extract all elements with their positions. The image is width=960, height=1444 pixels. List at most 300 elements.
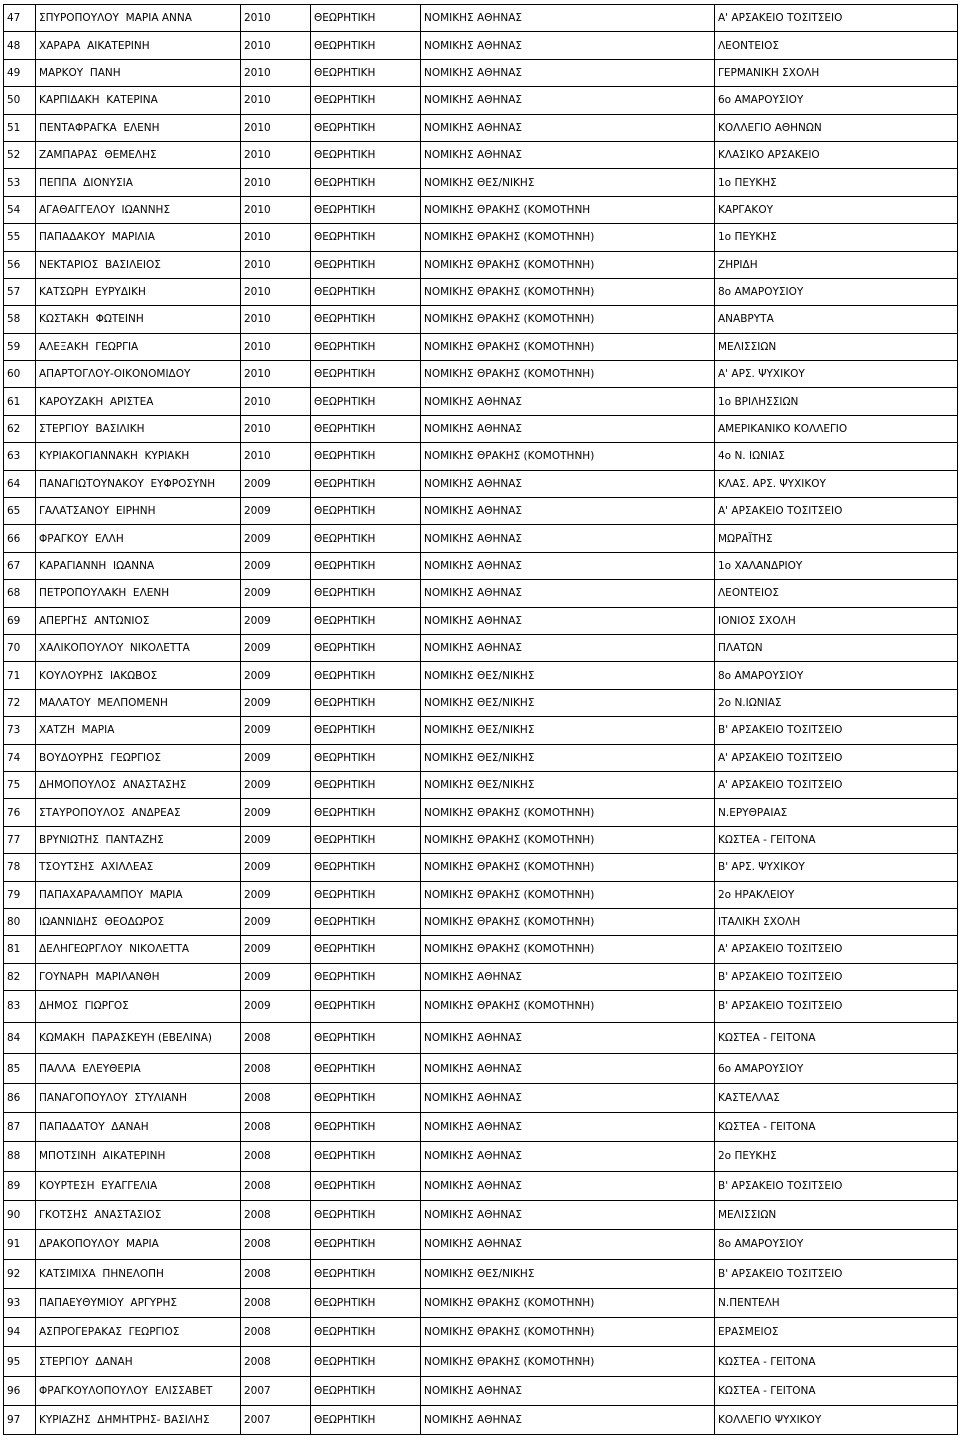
direction-cell: ΘΕΩΡΗΤΙΚΗ bbox=[311, 1406, 421, 1435]
student-name-cell: ΔΗΜΟΣ ΓΙΩΡΓΟΣ bbox=[36, 991, 241, 1023]
row-number-cell: 96 bbox=[4, 1376, 36, 1405]
direction-cell: ΘΕΩΡΗΤΙΚΗ bbox=[311, 936, 421, 963]
school-cell: 1ο ΠΕΥΚΗΣ bbox=[715, 224, 958, 251]
school-cell: 8ο ΑΜΑΡΟΥΣΙΟΥ bbox=[715, 662, 958, 689]
table-row bbox=[4, 1288, 958, 1317]
department-cell: ΝΟΜΙΚΗΣ ΘΡΑΚΗΣ (ΚΟΜΟΤΗΝΗ bbox=[421, 196, 715, 223]
direction-cell: ΘΕΩΡΗΤΙΚΗ bbox=[311, 854, 421, 881]
student-name-cell: ΦΡΑΓΚΟΥΛΟΠΟΥΛΟΥ ΕΛΙΣΣΑΒΕΤ bbox=[36, 1376, 241, 1405]
student-name-cell: ΑΠΕΡΓΗΣ ΑΝΤΩΝΙΟΣ bbox=[36, 607, 241, 634]
department-cell: ΝΟΜΙΚΗΣ ΑΘΗΝΑΣ bbox=[421, 634, 715, 661]
year-cell: 2008 bbox=[241, 1142, 311, 1171]
student-name-cell: ΚΟΥΛΟΥΡΗΣ ΙΑΚΩΒΟΣ bbox=[36, 662, 241, 689]
department-cell: ΝΟΜΙΚΗΣ ΘΡΑΚΗΣ (ΚΟΜΟΤΗΝΗ) bbox=[421, 854, 715, 881]
student-name-cell: ΚΥΡΙΑΖΗΣ ΔΗΜΗΤΡΗΣ- ΒΑΣΙΛΗΣ bbox=[36, 1406, 241, 1435]
year-cell: 2010 bbox=[241, 196, 311, 223]
student-name-cell: ΠΕΝΤΑΦΡΑΓΚΑ ΕΛΕΝΗ bbox=[36, 114, 241, 141]
direction-cell: ΘΕΩΡΗΤΙΚΗ bbox=[311, 1230, 421, 1259]
student-name-cell: ΚΩΣΤΑΚΗ ΦΩΤΕΙΝΗ bbox=[36, 306, 241, 333]
department-cell: ΝΟΜΙΚΗΣ ΘΡΑΚΗΣ (ΚΟΜΟΤΗΝΗ) bbox=[421, 333, 715, 360]
direction-cell: ΘΕΩΡΗΤΙΚΗ bbox=[311, 799, 421, 826]
table-row bbox=[4, 689, 958, 716]
year-cell: 2009 bbox=[241, 881, 311, 908]
student-name-cell: ΜΑΛΑΤΟΥ ΜΕΛΠΟΜΕΝΗ bbox=[36, 689, 241, 716]
school-cell: ΜΕΛΙΣΣΙΩΝ bbox=[715, 1200, 958, 1229]
table-row bbox=[4, 470, 958, 497]
direction-cell: ΘΕΩΡΗΤΙΚΗ bbox=[311, 415, 421, 442]
year-cell: 2008 bbox=[241, 1171, 311, 1200]
row-number-cell: 87 bbox=[4, 1113, 36, 1142]
student-name-cell: ΑΣΠΡΟΓΕΡΑΚΑΣ ΓΕΩΡΓΙΟΣ bbox=[36, 1318, 241, 1347]
row-number-cell: 69 bbox=[4, 607, 36, 634]
direction-cell: ΘΕΩΡΗΤΙΚΗ bbox=[311, 388, 421, 415]
table-row bbox=[4, 1022, 958, 1054]
department-cell: ΝΟΜΙΚΗΣ ΑΘΗΝΑΣ bbox=[421, 388, 715, 415]
table-row bbox=[4, 498, 958, 525]
student-name-cell: ΚΑΡΑΓΙΑΝΝΗ ΙΩΑΝΝΑ bbox=[36, 552, 241, 579]
direction-cell: ΘΕΩΡΗΤΙΚΗ bbox=[311, 333, 421, 360]
direction-cell: ΘΕΩΡΗΤΙΚΗ bbox=[311, 1022, 421, 1054]
year-cell: 2008 bbox=[241, 1054, 311, 1083]
department-cell: ΝΟΜΙΚΗΣ ΘΡΑΚΗΣ (ΚΟΜΟΤΗΝΗ) bbox=[421, 799, 715, 826]
year-cell: 2009 bbox=[241, 717, 311, 744]
year-cell: 2008 bbox=[241, 1113, 311, 1142]
student-name-cell: ΠΕΠΠΑ ΔΙΟΝΥΣΙΑ bbox=[36, 169, 241, 196]
year-cell: 2010 bbox=[241, 306, 311, 333]
direction-cell: ΘΕΩΡΗΤΙΚΗ bbox=[311, 1347, 421, 1376]
department-cell: ΝΟΜΙΚΗΣ ΑΘΗΝΑΣ bbox=[421, 1054, 715, 1083]
table-row bbox=[4, 881, 958, 908]
student-name-cell: ΓΚΟΤΣΗΣ ΑΝΑΣΤΑΣΙΟΣ bbox=[36, 1200, 241, 1229]
school-cell: Α' ΑΡΣΑΚΕΙΟ ΤΟΣΙΤΣΕΙΟ bbox=[715, 936, 958, 963]
school-cell: ΚΑΡΓΑΚΟΥ bbox=[715, 196, 958, 223]
school-cell: ΙΤΑΛΙΚΗ ΣΧΟΛΗ bbox=[715, 908, 958, 935]
table-row bbox=[4, 114, 958, 141]
year-cell: 2010 bbox=[241, 333, 311, 360]
direction-cell: ΘΕΩΡΗΤΙΚΗ bbox=[311, 908, 421, 935]
table-row bbox=[4, 936, 958, 963]
year-cell: 2010 bbox=[241, 415, 311, 442]
school-cell: Β' ΑΡΣΑΚΕΙΟ ΤΟΣΙΤΣΕΙΟ bbox=[715, 717, 958, 744]
row-number-cell: 63 bbox=[4, 443, 36, 470]
row-number-cell: 52 bbox=[4, 141, 36, 168]
year-cell: 2010 bbox=[241, 114, 311, 141]
school-cell: 2ο ΗΡΑΚΛΕΙΟΥ bbox=[715, 881, 958, 908]
table-row bbox=[4, 141, 958, 168]
school-cell: ΛΕΟΝΤΕΙΟΣ bbox=[715, 32, 958, 59]
table-row bbox=[4, 361, 958, 388]
direction-cell: ΘΕΩΡΗΤΙΚΗ bbox=[311, 1171, 421, 1200]
year-cell: 2010 bbox=[241, 169, 311, 196]
year-cell: 2010 bbox=[241, 251, 311, 278]
year-cell: 2009 bbox=[241, 689, 311, 716]
table-row bbox=[4, 1171, 958, 1200]
year-cell: 2009 bbox=[241, 525, 311, 552]
row-number-cell: 51 bbox=[4, 114, 36, 141]
table-row bbox=[4, 87, 958, 114]
department-cell: ΝΟΜΙΚΗΣ ΘΡΑΚΗΣ (ΚΟΜΟΤΗΝΗ) bbox=[421, 443, 715, 470]
school-cell: ΠΛΑΤΩΝ bbox=[715, 634, 958, 661]
school-cell: ΜΕΛΙΣΣΙΩΝ bbox=[715, 333, 958, 360]
table-row bbox=[4, 607, 958, 634]
student-name-cell: ΑΓΑΘΑΓΓΕΛΟΥ ΙΩΑΝΝΗΣ bbox=[36, 196, 241, 223]
department-cell: ΝΟΜΙΚΗΣ ΘΕΣ/ΝΙΚΗΣ bbox=[421, 744, 715, 771]
student-name-cell: ΚΑΡΟΥΖΑΚΗ ΑΡΙΣΤΕΑ bbox=[36, 388, 241, 415]
year-cell: 2009 bbox=[241, 799, 311, 826]
student-name-cell: ΠΑΠΑΔΑΤΟΥ ΔΑΝΑΗ bbox=[36, 1113, 241, 1142]
table-row bbox=[4, 415, 958, 442]
direction-cell: ΘΕΩΡΗΤΙΚΗ bbox=[311, 141, 421, 168]
table-row bbox=[4, 1259, 958, 1288]
student-name-cell: ΣΠΥΡΟΠΟΥΛΟΥ ΜΑΡΙΑ ΑΝΝΑ bbox=[36, 5, 241, 32]
direction-cell: ΘΕΩΡΗΤΙΚΗ bbox=[311, 525, 421, 552]
student-name-cell: ΧΑΛΙΚΟΠΟΥΛΟΥ ΝΙΚΟΛΕΤΤΑ bbox=[36, 634, 241, 661]
school-cell: 2ο Ν.ΙΩΝΙΑΣ bbox=[715, 689, 958, 716]
department-cell: ΝΟΜΙΚΗΣ ΑΘΗΝΑΣ bbox=[421, 1083, 715, 1112]
year-cell: 2010 bbox=[241, 87, 311, 114]
row-number-cell: 92 bbox=[4, 1259, 36, 1288]
year-cell: 2010 bbox=[241, 141, 311, 168]
direction-cell: ΘΕΩΡΗΤΙΚΗ bbox=[311, 251, 421, 278]
student-name-cell: ΦΡΑΓΚΟΥ ΕΛΛΗ bbox=[36, 525, 241, 552]
school-cell: Β' ΑΡΣΑΚΕΙΟ ΤΟΣΙΤΣΕΙΟ bbox=[715, 963, 958, 990]
row-number-cell: 82 bbox=[4, 963, 36, 990]
year-cell: 2008 bbox=[241, 1083, 311, 1112]
direction-cell: ΘΕΩΡΗΤΙΚΗ bbox=[311, 361, 421, 388]
year-cell: 2009 bbox=[241, 936, 311, 963]
table-row bbox=[4, 333, 958, 360]
direction-cell: ΘΕΩΡΗΤΙΚΗ bbox=[311, 470, 421, 497]
table-row bbox=[4, 388, 958, 415]
row-number-cell: 91 bbox=[4, 1230, 36, 1259]
school-cell: Β' ΑΡΣΑΚΕΙΟ ΤΟΣΙΤΣΕΙΟ bbox=[715, 991, 958, 1023]
school-cell: ΚΩΣΤΕΑ - ΓΕΙΤΟΝΑ bbox=[715, 1022, 958, 1054]
row-number-cell: 56 bbox=[4, 251, 36, 278]
department-cell: ΝΟΜΙΚΗΣ ΑΘΗΝΑΣ bbox=[421, 1200, 715, 1229]
row-number-cell: 85 bbox=[4, 1054, 36, 1083]
year-cell: 2008 bbox=[241, 1259, 311, 1288]
school-cell: ΚΩΣΤΕΑ - ΓΕΙΤΟΝΑ bbox=[715, 1347, 958, 1376]
table-row bbox=[4, 826, 958, 853]
school-cell: 1ο ΠΕΥΚΗΣ bbox=[715, 169, 958, 196]
table-row bbox=[4, 1318, 958, 1347]
student-name-cell: ΣΤΕΡΓΙΟΥ ΒΑΣΙΛΙΚΗ bbox=[36, 415, 241, 442]
direction-cell: ΘΕΩΡΗΤΙΚΗ bbox=[311, 114, 421, 141]
direction-cell: ΘΕΩΡΗΤΙΚΗ bbox=[311, 224, 421, 251]
student-name-cell: ΚΑΤΣΙΜΙΧΑ ΠΗΝΕΛΟΠΗ bbox=[36, 1259, 241, 1288]
student-name-cell: ΧΑΡΑΡΑ ΑΙΚΑΤΕΡΙΝΗ bbox=[36, 32, 241, 59]
student-name-cell: ΑΠΑΡΤΟΓΛΟΥ-ΟΙΚΟΝΟΜΙΔΟΥ bbox=[36, 361, 241, 388]
department-cell: ΝΟΜΙΚΗΣ ΘΕΣ/ΝΙΚΗΣ bbox=[421, 717, 715, 744]
year-cell: 2009 bbox=[241, 771, 311, 798]
department-cell: ΝΟΜΙΚΗΣ ΑΘΗΝΑΣ bbox=[421, 498, 715, 525]
department-cell: ΝΟΜΙΚΗΣ ΑΘΗΝΑΣ bbox=[421, 114, 715, 141]
results-table-body bbox=[4, 5, 958, 1435]
row-number-cell: 84 bbox=[4, 1022, 36, 1054]
row-number-cell: 86 bbox=[4, 1083, 36, 1112]
student-name-cell: ΑΛΕΞΑΚΗ ΓΕΩΡΓΙΑ bbox=[36, 333, 241, 360]
student-name-cell: ΤΣΟΥΤΣΗΣ ΑΧΙΛΛΕΑΣ bbox=[36, 854, 241, 881]
year-cell: 2009 bbox=[241, 991, 311, 1023]
table-row bbox=[4, 744, 958, 771]
table-row bbox=[4, 525, 958, 552]
row-number-cell: 89 bbox=[4, 1171, 36, 1200]
department-cell: ΝΟΜΙΚΗΣ ΑΘΗΝΑΣ bbox=[421, 415, 715, 442]
year-cell: 2009 bbox=[241, 634, 311, 661]
row-number-cell: 80 bbox=[4, 908, 36, 935]
department-cell: ΝΟΜΙΚΗΣ ΑΘΗΝΑΣ bbox=[421, 141, 715, 168]
student-name-cell: ΜΠΟΤΣΙΝΗ ΑΙΚΑΤΕΡΙΝΗ bbox=[36, 1142, 241, 1171]
direction-cell: ΘΕΩΡΗΤΙΚΗ bbox=[311, 1200, 421, 1229]
student-name-cell: ΠΑΠΑΧΑΡΑΛΑΜΠΟΥ ΜΑΡΙΑ bbox=[36, 881, 241, 908]
year-cell: 2010 bbox=[241, 278, 311, 305]
student-name-cell: ΧΑΤΖΗ ΜΑΡΙΑ bbox=[36, 717, 241, 744]
student-name-cell: ΚΟΥΡΤΕΣΗ ΕΥΑΓΓΕΛΙΑ bbox=[36, 1171, 241, 1200]
row-number-cell: 71 bbox=[4, 662, 36, 689]
department-cell: ΝΟΜΙΚΗΣ ΑΘΗΝΑΣ bbox=[421, 963, 715, 990]
row-number-cell: 97 bbox=[4, 1406, 36, 1435]
year-cell: 2009 bbox=[241, 908, 311, 935]
school-cell: ΚΑΣΤΕΛΛΑΣ bbox=[715, 1083, 958, 1112]
table-row bbox=[4, 552, 958, 579]
row-number-cell: 48 bbox=[4, 32, 36, 59]
year-cell: 2010 bbox=[241, 443, 311, 470]
row-number-cell: 74 bbox=[4, 744, 36, 771]
department-cell: ΝΟΜΙΚΗΣ ΑΘΗΝΑΣ bbox=[421, 87, 715, 114]
row-number-cell: 57 bbox=[4, 278, 36, 305]
table-row bbox=[4, 59, 958, 86]
row-number-cell: 88 bbox=[4, 1142, 36, 1171]
school-cell: 8ο ΑΜΑΡΟΥΣΙΟΥ bbox=[715, 1230, 958, 1259]
student-name-cell: ΒΟΥΔΟΥΡΗΣ ΓΕΩΡΓΙΟΣ bbox=[36, 744, 241, 771]
row-number-cell: 68 bbox=[4, 580, 36, 607]
direction-cell: ΘΕΩΡΗΤΙΚΗ bbox=[311, 169, 421, 196]
department-cell: ΝΟΜΙΚΗΣ ΑΘΗΝΑΣ bbox=[421, 5, 715, 32]
school-cell: ΛΕΟΝΤΕΙΟΣ bbox=[715, 580, 958, 607]
department-cell: ΝΟΜΙΚΗΣ ΑΘΗΝΑΣ bbox=[421, 32, 715, 59]
school-cell: ΜΩΡΑΪΤΗΣ bbox=[715, 525, 958, 552]
table-row bbox=[4, 771, 958, 798]
row-number-cell: 64 bbox=[4, 470, 36, 497]
direction-cell: ΘΕΩΡΗΤΙΚΗ bbox=[311, 607, 421, 634]
student-name-cell: ΠΑΝΑΓΟΠΟΥΛΟΥ ΣΤΥΛΙΑΝΗ bbox=[36, 1083, 241, 1112]
school-cell: Α' ΑΡΣΑΚΕΙΟ ΤΟΣΙΤΣΕΙΟ bbox=[715, 498, 958, 525]
table-row bbox=[4, 5, 958, 32]
table-row bbox=[4, 662, 958, 689]
document-page bbox=[3, 4, 957, 1435]
direction-cell: ΘΕΩΡΗΤΙΚΗ bbox=[311, 1288, 421, 1317]
direction-cell: ΘΕΩΡΗΤΙΚΗ bbox=[311, 552, 421, 579]
table-row bbox=[4, 306, 958, 333]
student-name-cell: ΠΑΝΑΓΙΩΤΟΥΝΑΚΟΥ ΕΥΦΡΟΣΥΝΗ bbox=[36, 470, 241, 497]
direction-cell: ΘΕΩΡΗΤΙΚΗ bbox=[311, 991, 421, 1023]
department-cell: ΝΟΜΙΚΗΣ ΘΡΑΚΗΣ (ΚΟΜΟΤΗΝΗ) bbox=[421, 936, 715, 963]
student-name-cell: ΚΩΜΑΚΗ ΠΑΡΑΣΚΕΥΗ (ΕΒΕΛΙΝΑ) bbox=[36, 1022, 241, 1054]
student-name-cell: ΓΟΥΝΑΡΗ ΜΑΡΙΛΑΝΘΗ bbox=[36, 963, 241, 990]
table-row bbox=[4, 443, 958, 470]
row-number-cell: 67 bbox=[4, 552, 36, 579]
table-row bbox=[4, 224, 958, 251]
department-cell: ΝΟΜΙΚΗΣ ΘΕΣ/ΝΙΚΗΣ bbox=[421, 662, 715, 689]
year-cell: 2010 bbox=[241, 361, 311, 388]
direction-cell: ΘΕΩΡΗΤΙΚΗ bbox=[311, 1054, 421, 1083]
school-cell: 2ο ΠΕΥΚΗΣ bbox=[715, 1142, 958, 1171]
direction-cell: ΘΕΩΡΗΤΙΚΗ bbox=[311, 1259, 421, 1288]
school-cell: ΓΕΡΜΑΝΙΚΗ ΣΧΟΛΗ bbox=[715, 59, 958, 86]
table-row bbox=[4, 991, 958, 1023]
school-cell: Β' ΑΡΣ. ΨΥΧΙΚΟΥ bbox=[715, 854, 958, 881]
department-cell: ΝΟΜΙΚΗΣ ΘΡΑΚΗΣ (ΚΟΜΟΤΗΝΗ) bbox=[421, 224, 715, 251]
department-cell: ΝΟΜΙΚΗΣ ΘΕΣ/ΝΙΚΗΣ bbox=[421, 771, 715, 798]
department-cell: ΝΟΜΙΚΗΣ ΘΡΑΚΗΣ (ΚΟΜΟΤΗΝΗ) bbox=[421, 908, 715, 935]
table-row bbox=[4, 32, 958, 59]
table-row bbox=[4, 251, 958, 278]
school-cell: Α' ΑΡΣΑΚΕΙΟ ΤΟΣΙΤΣΕΙΟ bbox=[715, 771, 958, 798]
department-cell: ΝΟΜΙΚΗΣ ΘΡΑΚΗΣ (ΚΟΜΟΤΗΝΗ) bbox=[421, 251, 715, 278]
department-cell: ΝΟΜΙΚΗΣ ΑΘΗΝΑΣ bbox=[421, 552, 715, 579]
student-name-cell: ΠΕΤΡΟΠΟΥΛΑΚΗ ΕΛΕΝΗ bbox=[36, 580, 241, 607]
row-number-cell: 75 bbox=[4, 771, 36, 798]
department-cell: ΝΟΜΙΚΗΣ ΘΡΑΚΗΣ (ΚΟΜΟΤΗΝΗ) bbox=[421, 991, 715, 1023]
direction-cell: ΘΕΩΡΗΤΙΚΗ bbox=[311, 1142, 421, 1171]
year-cell: 2009 bbox=[241, 470, 311, 497]
row-number-cell: 73 bbox=[4, 717, 36, 744]
school-cell: Α' ΑΡΣΑΚΕΙΟ ΤΟΣΙΤΣΕΙΟ bbox=[715, 744, 958, 771]
school-cell: 8ο ΑΜΑΡΟΥΣΙΟΥ bbox=[715, 278, 958, 305]
direction-cell: ΘΕΩΡΗΤΙΚΗ bbox=[311, 306, 421, 333]
row-number-cell: 95 bbox=[4, 1347, 36, 1376]
school-cell: ΚΟΛΛΕΓΙΟ ΑΘΗΝΩΝ bbox=[715, 114, 958, 141]
department-cell: ΝΟΜΙΚΗΣ ΑΘΗΝΑΣ bbox=[421, 1171, 715, 1200]
school-cell: Ν.ΕΡΥΘΡΑΙΑΣ bbox=[715, 799, 958, 826]
direction-cell: ΘΕΩΡΗΤΙΚΗ bbox=[311, 1083, 421, 1112]
row-number-cell: 54 bbox=[4, 196, 36, 223]
student-name-cell: ΓΑΛΑΤΣΑΝΟΥ ΕΙΡΗΝΗ bbox=[36, 498, 241, 525]
row-number-cell: 65 bbox=[4, 498, 36, 525]
department-cell: ΝΟΜΙΚΗΣ ΑΘΗΝΑΣ bbox=[421, 1406, 715, 1435]
school-cell: 6ο ΑΜΑΡΟΥΣΙΟΥ bbox=[715, 87, 958, 114]
department-cell: ΝΟΜΙΚΗΣ ΑΘΗΝΑΣ bbox=[421, 580, 715, 607]
school-cell: Ν.ΠΕΝΤΕΛΗ bbox=[715, 1288, 958, 1317]
row-number-cell: 94 bbox=[4, 1318, 36, 1347]
row-number-cell: 76 bbox=[4, 799, 36, 826]
row-number-cell: 49 bbox=[4, 59, 36, 86]
year-cell: 2009 bbox=[241, 826, 311, 853]
table-row bbox=[4, 1200, 958, 1229]
department-cell: ΝΟΜΙΚΗΣ ΑΘΗΝΑΣ bbox=[421, 1142, 715, 1171]
direction-cell: ΘΕΩΡΗΤΙΚΗ bbox=[311, 881, 421, 908]
row-number-cell: 66 bbox=[4, 525, 36, 552]
direction-cell: ΘΕΩΡΗΤΙΚΗ bbox=[311, 963, 421, 990]
student-name-cell: ΔΗΜΟΠΟΥΛΟΣ ΑΝΑΣΤΑΣΗΣ bbox=[36, 771, 241, 798]
row-number-cell: 79 bbox=[4, 881, 36, 908]
department-cell: ΝΟΜΙΚΗΣ ΘΡΑΚΗΣ (ΚΟΜΟΤΗΝΗ) bbox=[421, 306, 715, 333]
table-row bbox=[4, 908, 958, 935]
row-number-cell: 70 bbox=[4, 634, 36, 661]
year-cell: 2008 bbox=[241, 1200, 311, 1229]
department-cell: ΝΟΜΙΚΗΣ ΑΘΗΝΑΣ bbox=[421, 1022, 715, 1054]
school-cell: Β' ΑΡΣΑΚΕΙΟ ΤΟΣΙΤΣΕΙΟ bbox=[715, 1171, 958, 1200]
year-cell: 2010 bbox=[241, 224, 311, 251]
row-number-cell: 55 bbox=[4, 224, 36, 251]
school-cell: 4ο Ν. ΙΩΝΙΑΣ bbox=[715, 443, 958, 470]
table-row bbox=[4, 1376, 958, 1405]
year-cell: 2010 bbox=[241, 59, 311, 86]
year-cell: 2009 bbox=[241, 580, 311, 607]
student-name-cell: ΠΑΠΑΔΑΚΟΥ ΜΑΡΙΛΙΑ bbox=[36, 224, 241, 251]
direction-cell: ΘΕΩΡΗΤΙΚΗ bbox=[311, 826, 421, 853]
row-number-cell: 93 bbox=[4, 1288, 36, 1317]
school-cell: ΚΩΣΤΕΑ - ΓΕΙΤΟΝΑ bbox=[715, 1113, 958, 1142]
year-cell: 2009 bbox=[241, 552, 311, 579]
direction-cell: ΘΕΩΡΗΤΙΚΗ bbox=[311, 498, 421, 525]
department-cell: ΝΟΜΙΚΗΣ ΘΡΑΚΗΣ (ΚΟΜΟΤΗΝΗ) bbox=[421, 1347, 715, 1376]
direction-cell: ΘΕΩΡΗΤΙΚΗ bbox=[311, 717, 421, 744]
department-cell: ΝΟΜΙΚΗΣ ΘΡΑΚΗΣ (ΚΟΜΟΤΗΝΗ) bbox=[421, 881, 715, 908]
table-row bbox=[4, 278, 958, 305]
department-cell: ΝΟΜΙΚΗΣ ΑΘΗΝΑΣ bbox=[421, 59, 715, 86]
student-name-cell: ΒΡΥΝΙΩΤΗΣ ΠΑΝΤΑΖΗΣ bbox=[36, 826, 241, 853]
row-number-cell: 78 bbox=[4, 854, 36, 881]
row-number-cell: 59 bbox=[4, 333, 36, 360]
department-cell: ΝΟΜΙΚΗΣ ΑΘΗΝΑΣ bbox=[421, 1376, 715, 1405]
direction-cell: ΘΕΩΡΗΤΙΚΗ bbox=[311, 278, 421, 305]
student-name-cell: ΙΩΑΝΝΙΔΗΣ ΘΕΟΔΩΡΟΣ bbox=[36, 908, 241, 935]
table-row bbox=[4, 963, 958, 990]
results-table bbox=[3, 4, 958, 1435]
department-cell: ΝΟΜΙΚΗΣ ΑΘΗΝΑΣ bbox=[421, 470, 715, 497]
direction-cell: ΘΕΩΡΗΤΙΚΗ bbox=[311, 87, 421, 114]
school-cell: 1ο ΧΑΛΑΝΔΡΙΟΥ bbox=[715, 552, 958, 579]
student-name-cell: ΠΑΠΑΕΥΘΥΜΙΟΥ ΑΡΓΥΡΗΣ bbox=[36, 1288, 241, 1317]
direction-cell: ΘΕΩΡΗΤΙΚΗ bbox=[311, 744, 421, 771]
row-number-cell: 58 bbox=[4, 306, 36, 333]
student-name-cell: ΚΑΤΣΩΡΗ ΕΥΡΥΔΙΚΗ bbox=[36, 278, 241, 305]
department-cell: ΝΟΜΙΚΗΣ ΑΘΗΝΑΣ bbox=[421, 1113, 715, 1142]
year-cell: 2010 bbox=[241, 388, 311, 415]
table-row bbox=[4, 1054, 958, 1083]
table-row bbox=[4, 169, 958, 196]
department-cell: ΝΟΜΙΚΗΣ ΘΕΣ/ΝΙΚΗΣ bbox=[421, 689, 715, 716]
department-cell: ΝΟΜΙΚΗΣ ΘΡΑΚΗΣ (ΚΟΜΟΤΗΝΗ) bbox=[421, 1288, 715, 1317]
school-cell: ΚΩΣΤΕΑ - ΓΕΙΤΟΝΑ bbox=[715, 826, 958, 853]
school-cell: ΑΜΕΡΙΚΑΝΙΚΟ ΚΟΛΛΕΓΙΟ bbox=[715, 415, 958, 442]
school-cell: 1ο ΒΡΙΛΗΣΣΙΩΝ bbox=[715, 388, 958, 415]
year-cell: 2010 bbox=[241, 32, 311, 59]
direction-cell: ΘΕΩΡΗΤΙΚΗ bbox=[311, 5, 421, 32]
year-cell: 2008 bbox=[241, 1318, 311, 1347]
year-cell: 2008 bbox=[241, 1230, 311, 1259]
row-number-cell: 53 bbox=[4, 169, 36, 196]
department-cell: ΝΟΜΙΚΗΣ ΘΡΑΚΗΣ (ΚΟΜΟΤΗΝΗ) bbox=[421, 826, 715, 853]
student-name-cell: ΔΡΑΚΟΠΟΥΛΟΥ ΜΑΡΙΑ bbox=[36, 1230, 241, 1259]
department-cell: ΝΟΜΙΚΗΣ ΑΘΗΝΑΣ bbox=[421, 525, 715, 552]
row-number-cell: 81 bbox=[4, 936, 36, 963]
year-cell: 2010 bbox=[241, 5, 311, 32]
table-row bbox=[4, 1083, 958, 1112]
direction-cell: ΘΕΩΡΗΤΙΚΗ bbox=[311, 1113, 421, 1142]
year-cell: 2007 bbox=[241, 1376, 311, 1405]
student-name-cell: ΝΕΚΤΑΡΙΟΣ ΒΑΣΙΛΕΙΟΣ bbox=[36, 251, 241, 278]
direction-cell: ΘΕΩΡΗΤΙΚΗ bbox=[311, 689, 421, 716]
table-row bbox=[4, 854, 958, 881]
table-row bbox=[4, 717, 958, 744]
school-cell: Β' ΑΡΣΑΚΕΙΟ ΤΟΣΙΤΣΕΙΟ bbox=[715, 1259, 958, 1288]
direction-cell: ΘΕΩΡΗΤΙΚΗ bbox=[311, 1376, 421, 1405]
student-name-cell: ΚΥΡΙΑΚΟΓΙΑΝΝΑΚΗ ΚΥΡΙΑΚΗ bbox=[36, 443, 241, 470]
year-cell: 2009 bbox=[241, 854, 311, 881]
year-cell: 2009 bbox=[241, 498, 311, 525]
